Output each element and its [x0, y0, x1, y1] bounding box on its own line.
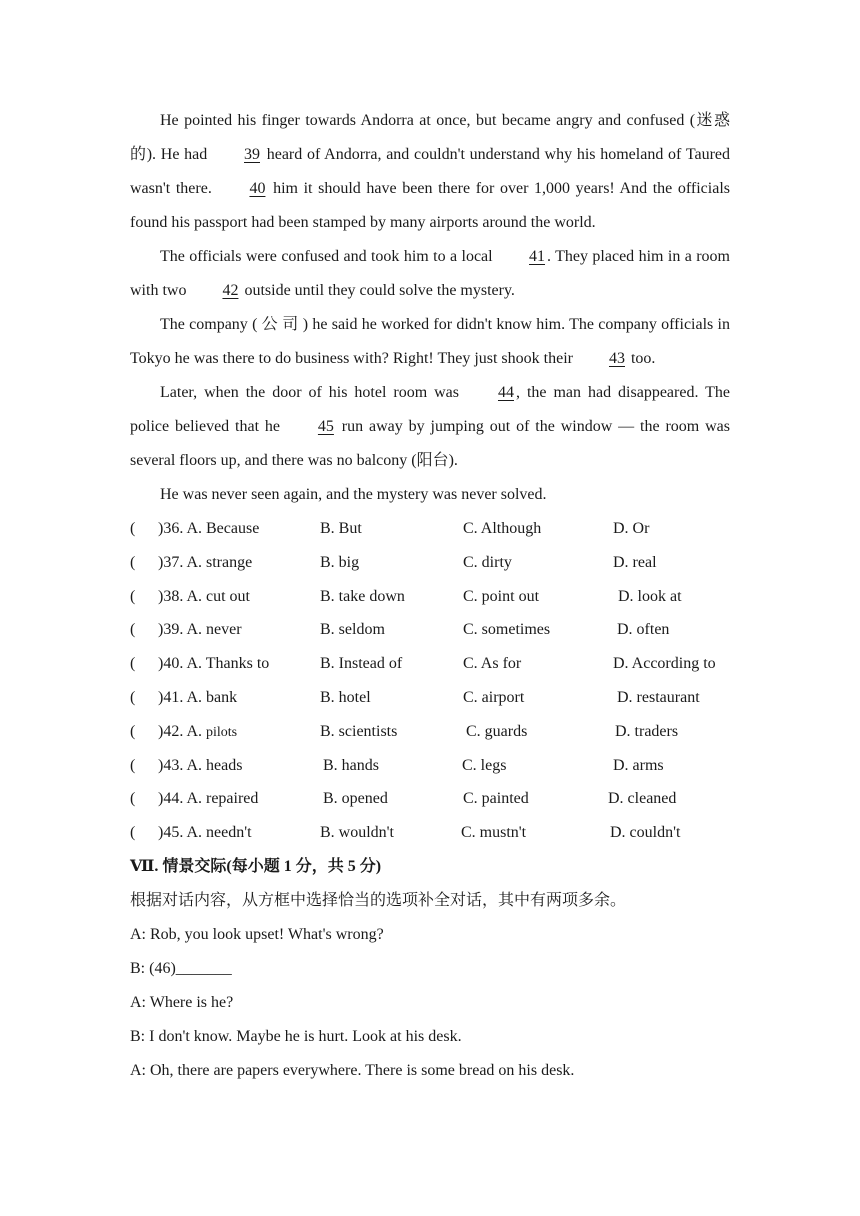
- blank-43: 43: [608, 350, 625, 367]
- option-c: C. As for: [463, 655, 522, 673]
- passage-paragraph-1: [130, 104, 730, 240]
- blank-41: 41: [529, 248, 546, 265]
- blank-39: 39: [244, 146, 260, 163]
- option-b: B. scientists: [320, 722, 398, 740]
- dialogue-line: A: Where is he?: [130, 993, 234, 1011]
- question-stem: )44. A. repaired: [158, 790, 259, 808]
- option-b: B. But: [320, 520, 362, 537]
- option-b: B. wouldn't: [320, 824, 394, 842]
- answer-paren[interactable]: (: [130, 688, 136, 706]
- question-45: [130, 816, 730, 850]
- text-run: He pointed his finger towards Andorra at once, but became angry and confused (迷惑的). He had: [130, 112, 730, 163]
- question-38: [130, 580, 730, 614]
- dialogue-line: A: Rob, you look upset! What's wrong?: [130, 925, 384, 943]
- question-stem: [158, 715, 237, 750]
- option-b: B. Instead of: [320, 655, 403, 673]
- question-39: [130, 613, 730, 647]
- text-run: heard of Andorra, and couldn't understand why his homeland of Taured wasn't there.: [130, 146, 731, 197]
- option-d: D. look at: [618, 587, 682, 605]
- answer-paren[interactable]: (: [130, 824, 136, 842]
- option-b: B. take down: [320, 587, 405, 605]
- document-page: [130, 104, 730, 1088]
- option-d: D. couldn't: [610, 824, 681, 842]
- stem-text: )42. A.: [158, 722, 206, 740]
- question-stem: )38. A. cut out: [158, 587, 250, 605]
- text-run: The company ( 公 司 ) he said he worked for didn't know him. The company officials in Tokyo he was there to do business with? Right! They just shook their: [130, 316, 730, 367]
- dialogue-line: A: Oh, there are papers everywhere. There is some bread on his desk.: [130, 1061, 575, 1079]
- option-d: D. According to: [613, 655, 716, 673]
- option-c: C. mustn't: [461, 824, 527, 842]
- option-d: D. cleaned: [608, 790, 677, 808]
- blank-42: 42: [222, 282, 239, 299]
- text-run: The officials were confused and took him to a local: [160, 248, 498, 265]
- question-stem: )37. A. strange: [158, 553, 253, 571]
- dialogue-line[interactable]: B: (46)_______: [130, 959, 232, 977]
- question-37: [130, 546, 730, 580]
- section-instruction: 根据对话内容，从方框中选择恰当的选项补全对话，其中有两项多余。: [130, 891, 627, 909]
- option-b: B. hotel: [320, 688, 371, 706]
- blank-40: 40: [249, 180, 266, 197]
- option-b: B. seldom: [320, 621, 385, 639]
- blank-45: 45: [317, 418, 334, 435]
- option-d: D. restaurant: [617, 688, 700, 706]
- question-stem: )43. A. heads: [158, 756, 243, 774]
- text-run: outside until they could solve the mystery.: [240, 282, 515, 299]
- option-c: C. dirty: [463, 553, 512, 571]
- answer-paren[interactable]: (: [130, 790, 136, 808]
- option-c: C. guards: [466, 722, 528, 740]
- dialogue-line: B: I don't know. Maybe he is hurt. Look at his desk.: [130, 1027, 462, 1045]
- question-42: [130, 715, 730, 749]
- option-c: C. airport: [463, 688, 525, 706]
- section-title: Ⅶ. 情景交际(每小题 1 分，共 5 分): [130, 857, 382, 875]
- option-c: C. point out: [463, 587, 540, 605]
- answer-paren[interactable]: (: [130, 553, 136, 571]
- option-b: B. hands: [323, 756, 379, 774]
- question-stem: )40. A. Thanks to: [158, 655, 270, 673]
- option-a-text: pilots: [206, 724, 238, 740]
- text-run: . They placed him in a room with two: [130, 248, 731, 299]
- answer-paren[interactable]: (: [130, 722, 136, 740]
- text-run: , the man had disappeared. The police believed that he: [130, 384, 730, 435]
- answer-paren[interactable]: (: [130, 587, 136, 605]
- question-44: [130, 782, 730, 816]
- answer-paren[interactable]: (: [130, 756, 136, 774]
- answer-paren[interactable]: (: [130, 621, 136, 639]
- passage-paragraph-4: [130, 376, 730, 478]
- blank-44: 44: [497, 384, 514, 401]
- text-run: too.: [626, 350, 656, 367]
- passage-paragraph-2: [130, 240, 730, 308]
- option-c: C. legs: [462, 756, 507, 774]
- text-run: him it should have been there for over 1,000 years! And the officials found his passport had been stamped by many airports around the world.: [130, 180, 731, 231]
- option-d: D. Or: [613, 520, 650, 537]
- text-run: Later, when the door of his hotel room was: [160, 384, 466, 401]
- question-stem: )45. A. needn't: [158, 824, 252, 842]
- answer-paren[interactable]: (: [130, 655, 136, 673]
- answer-paren[interactable]: (: [130, 520, 136, 537]
- option-c: C. Although: [463, 520, 542, 537]
- question-stem: )41. A. bank: [158, 688, 238, 706]
- question-stem: )36. A. Because: [158, 520, 260, 537]
- option-d: D. often: [617, 621, 670, 639]
- option-d: D. traders: [615, 722, 679, 740]
- question-40: [130, 647, 730, 681]
- passage-paragraph-5: He was never seen again, and the mystery was never solved.: [160, 486, 547, 503]
- question-list: [130, 512, 730, 850]
- question-43: [130, 749, 730, 783]
- text-run: run away by jumping out of the window — the room was several floors up, and there was no balcony (阳台).: [130, 418, 731, 469]
- option-c: C. sometimes: [463, 621, 551, 639]
- option-d: D. real: [613, 553, 657, 571]
- option-b: B. big: [320, 553, 360, 571]
- option-c: C. painted: [463, 790, 529, 808]
- option-d: D. arms: [613, 756, 664, 774]
- passage-paragraph-3: [130, 308, 730, 376]
- question-41: [130, 681, 730, 715]
- option-b: B. opened: [323, 790, 388, 808]
- question-36: [130, 512, 730, 546]
- question-stem: )39. A. never: [158, 621, 242, 639]
